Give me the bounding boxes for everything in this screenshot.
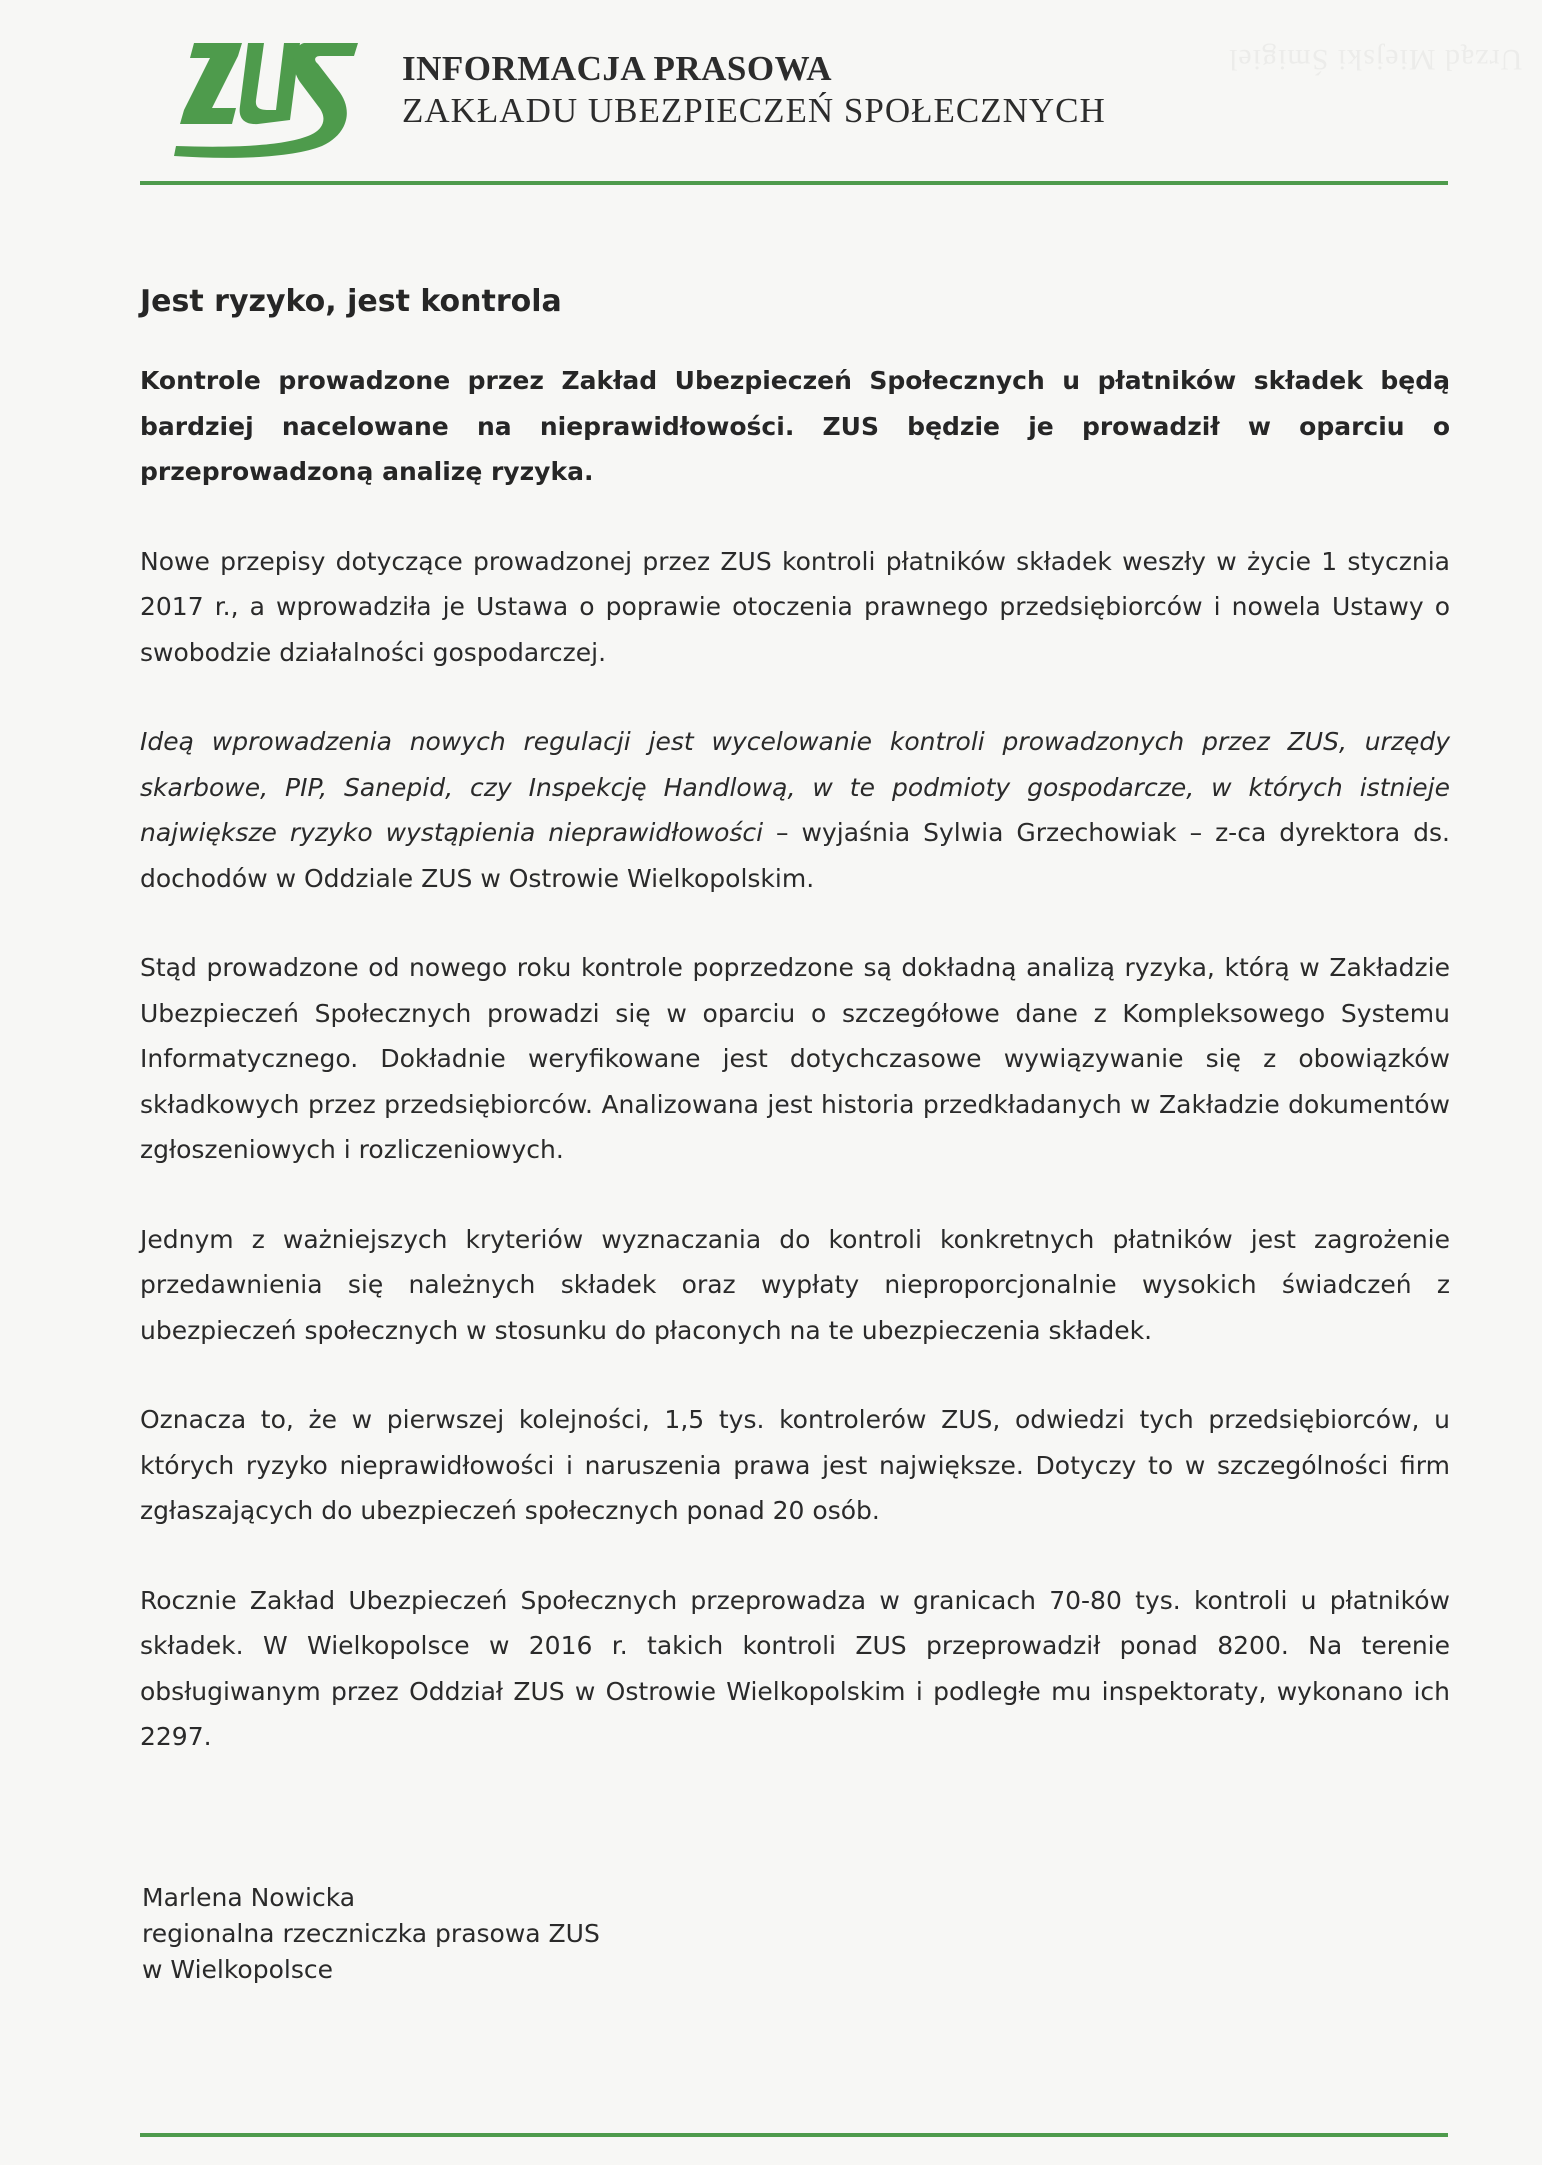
footer-divider — [140, 2133, 1448, 2137]
letterhead-titles — [402, 48, 1106, 132]
signatory-region: w Wielkopolsce — [142, 1955, 333, 1984]
quote-attribution: – wyjaśnia Sylwia Grzechowiak – z-ca dyrektora ds. dochodów w Oddziale ZUS w Ostrowie Wielkopolskim. — [140, 818, 1450, 893]
article-headline: Jest ryzyko, jest kontrola — [140, 284, 562, 319]
article-body — [140, 280, 1450, 1804]
institution-name: ZAKŁADU UBEZPIECZEŃ SPOŁECZNYCH — [402, 91, 1106, 130]
paragraph-4: Jednym z ważniejszych kryteriów wyznaczania do kontroli konkretnych płatników jest zagrożenie przedawnienia się należnych składek oraz wypłaty nieproporcjonalnie wysokich świadczeń z ubezpieczeń społecznych w stosunku do płaconych na te ubezpieczenia składek. — [140, 1224, 1450, 1345]
signature-block — [142, 1880, 600, 1988]
header-divider — [140, 181, 1448, 185]
paragraph-5: Oznacza to, że w pierwszej kolejności, 1,5 tys. kontrolerów ZUS, odwiedzi tych przedsiębiorców, u których ryzyko nieprawidłowości i naruszenia prawa jest największe. Dotyczy to w szczególności firm zgłaszających do ubezpieczeń społecznych ponad 20 osób. — [140, 1405, 1450, 1525]
bleed-through-stamp: Urząd Miejski Śmigiel — [1227, 43, 1522, 76]
paragraph-3: Stąd prowadzone od nowego roku kontrole poprzedzone są dokładną analizą ryzyka, którą w Zakładzie Ubezpieczeń Społecznych prowadzi się w oparciu o szczegółowe dane z Kompleksowego Systemu Informatycznego. Dokładnie weryfikowane jest dotychczasowe wywiązywanie się z obowiązków składkowych przez przedsiębiorców. Analizowana jest historia przedkładanych w Zakładzie dokumentów zgłoszeniowych i rozliczeniowych. — [140, 953, 1450, 1164]
zus-logo — [172, 38, 360, 162]
signatory-name: Marlena Nowicka — [142, 1883, 356, 1912]
signatory-role: regionalna rzeczniczka prasowa ZUS — [142, 1919, 600, 1948]
paragraph-2 — [140, 719, 1450, 901]
quote-text: Ideą wprowadzenia nowych regulacji jest wycelowanie kontroli prowadzonych przez ZUS, urzędy skarbowe, PIP, Sanepid, czy Inspekcję Handlową, w te podmioty gospodarcze, w których istnieje największe ryzyko wystąpienia nieprawidłowości — [140, 727, 1450, 847]
letterhead — [172, 38, 1472, 168]
press-release-label: INFORMACJA PRASOWA — [402, 49, 832, 88]
article-lead: Kontrole prowadzone przez Zakład Ubezpieczeń Społecznych u płatników składek będą bardziej nacelowane na nieprawidłowości. ZUS będzie je prowadził w oparciu o przeprowadzoną analizę ryzyka. — [140, 366, 1450, 486]
paragraph-6: Rocznie Zakład Ubezpieczeń Społecznych przeprowadza w granicach 70-80 tys. kontroli u płatników składek. W Wielkopolsce w 2016 r. takich kontroli ZUS przeprowadził ponad 8200. Na terenie obsługiwanym przez Oddział ZUS w Ostrowie Wielkopolskim i podległe mu inspektoraty, wykonano ich 2297. — [140, 1585, 1450, 1751]
paragraph-1: Nowe przepisy dotyczące prowadzonej przez ZUS kontroli płatników składek weszły w życie 1 stycznia 2017 r., a wprowadziła je Ustawa o poprawie otoczenia prawnego przedsiębiorców i nowela Ustawy o swobodzie działalności gospodarczej. — [140, 546, 1450, 667]
